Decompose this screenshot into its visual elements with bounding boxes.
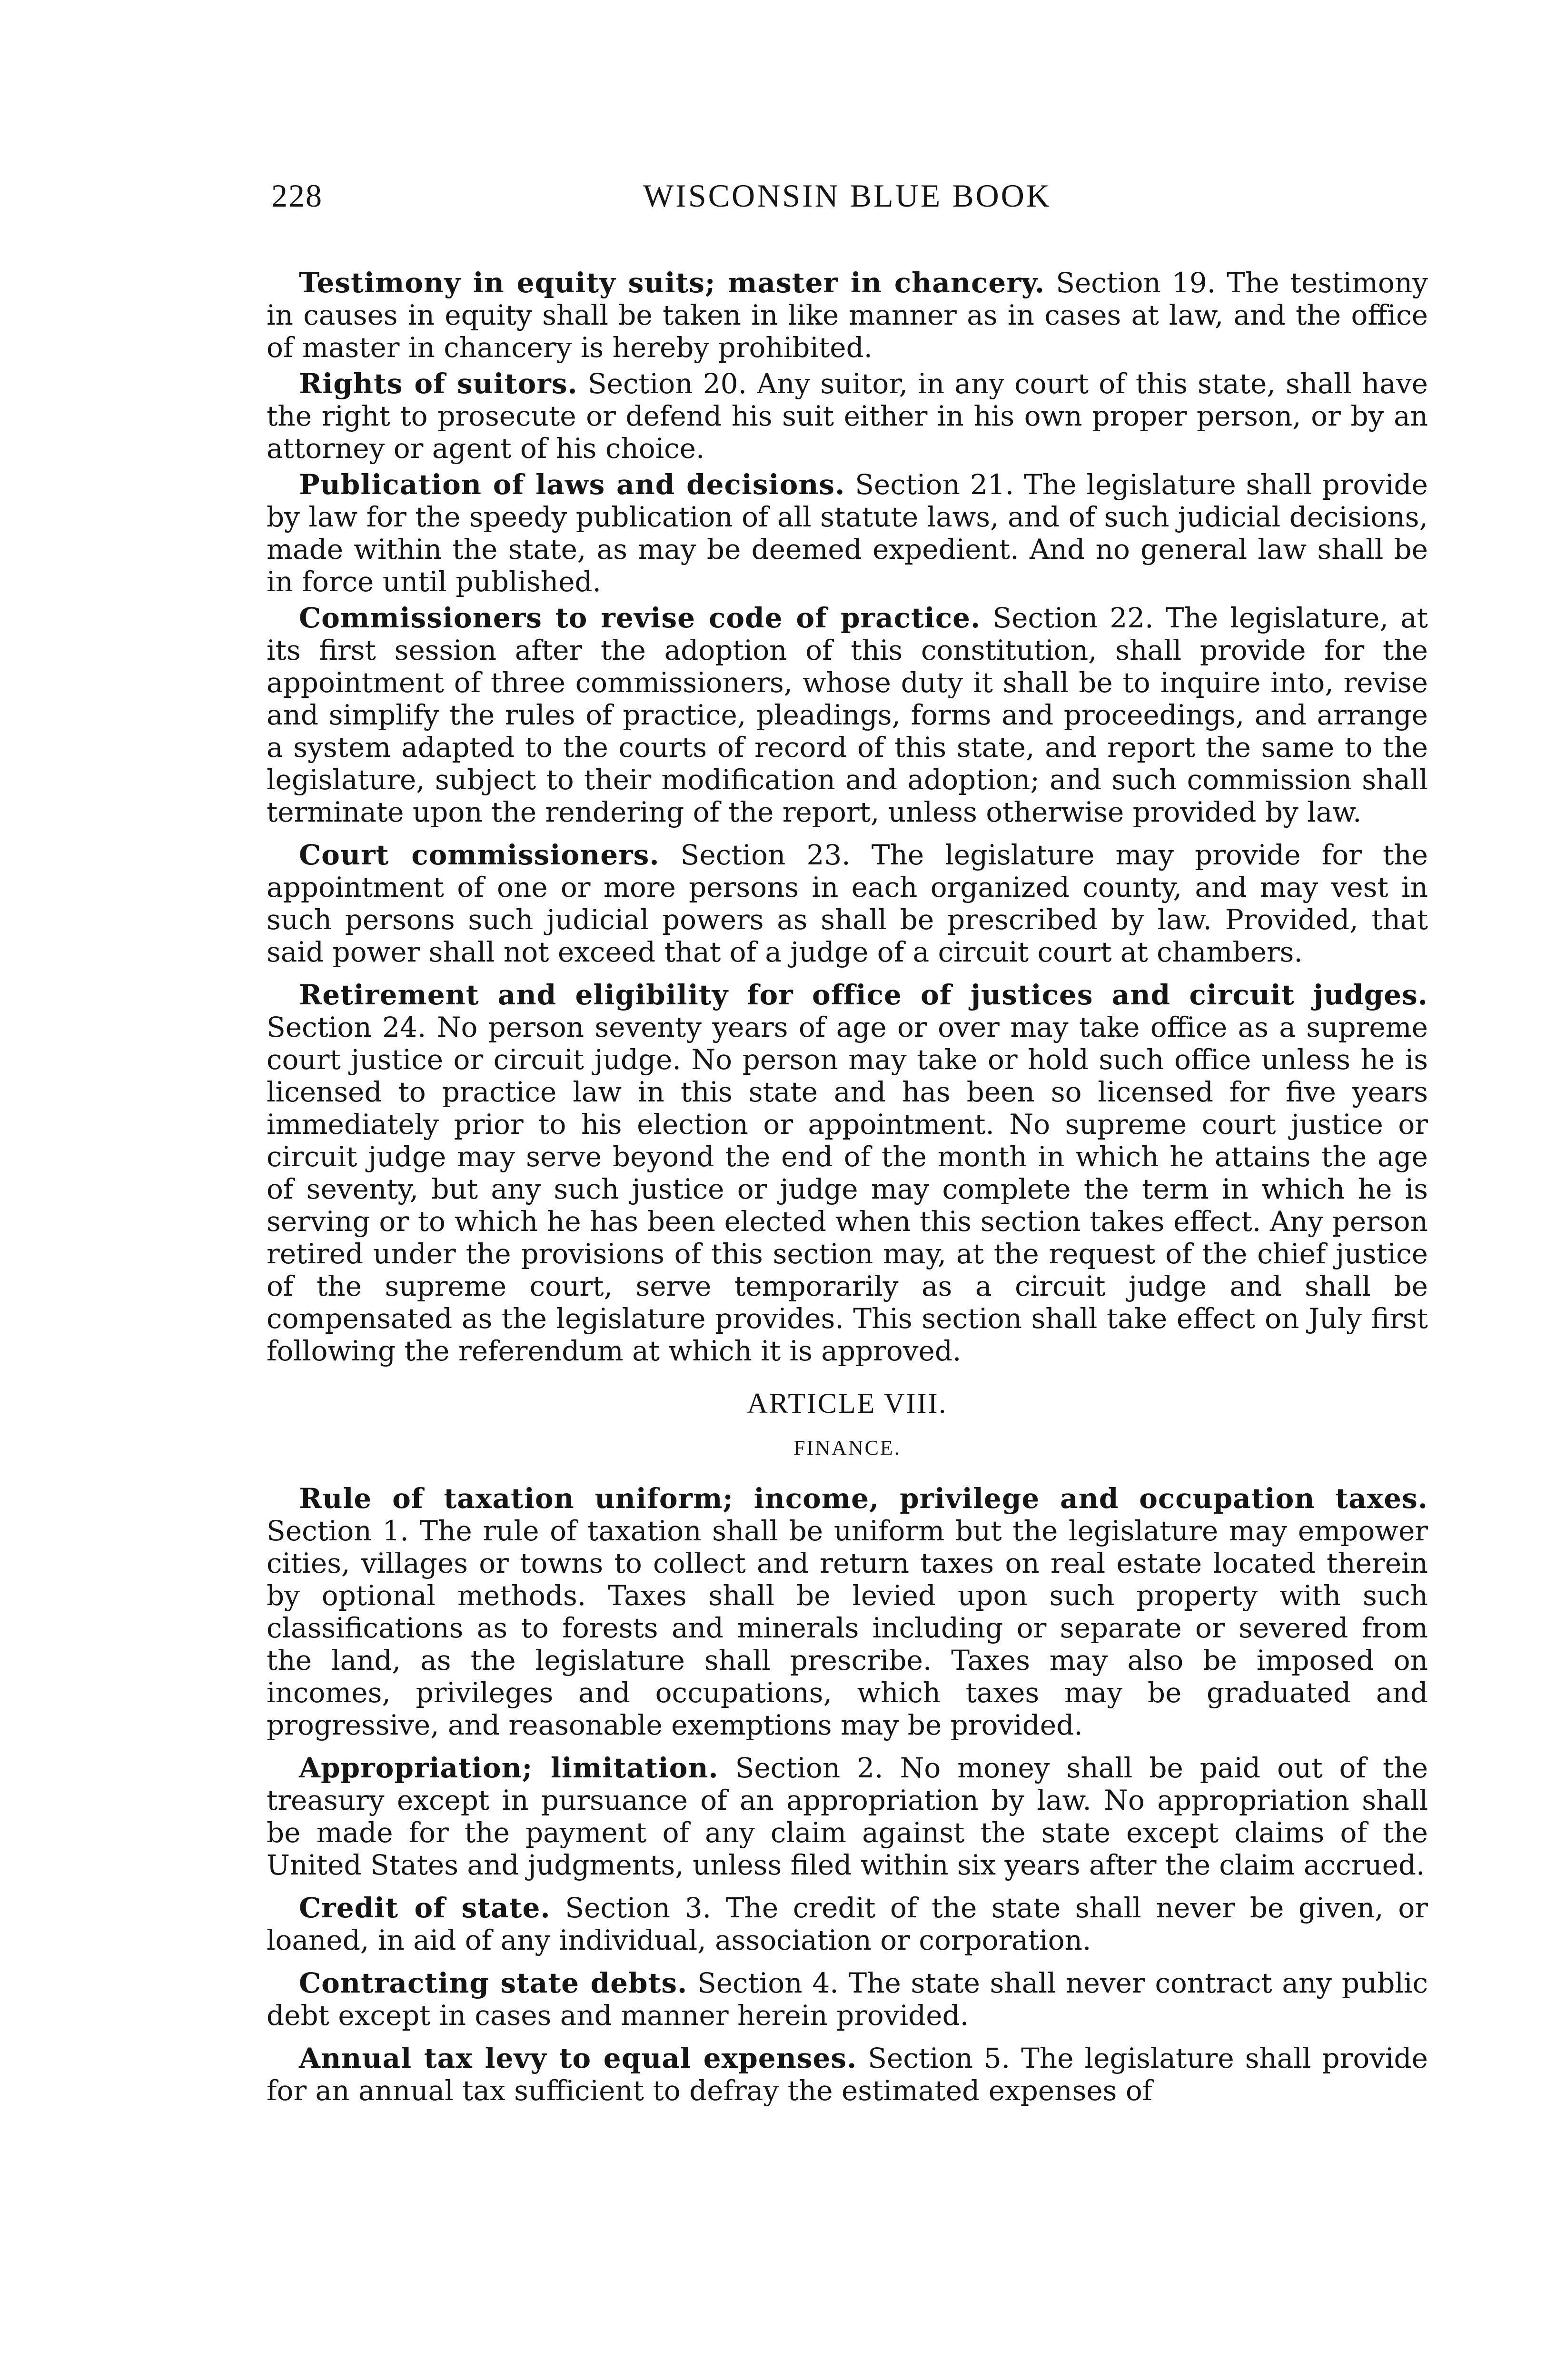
section-heading: Appropriation; limitation. [299, 1752, 719, 1784]
section-text: Section 2. No money shall be paid out of the treasury except in pursuance of an appropriation by law. No appropriation shall be made for the payment of any claim against the state except claims of the United States and judgments, unless filed within six years after the claim accrued. [267, 1752, 1428, 1881]
section-text: Section 24. No person seventy years of age or over may take office as a supreme court justice or circuit judge. No person may take or hold such office unless he is licensed to practice law in this state and has been so licensed for five years immediately prior to his election or appointment. No supreme court justice or circuit judge may serve beyond the end of the month in which he attains the age of seventy, but any such justice or judge may complete the term in which he is serving or to which he has been elected when this section takes effect. Any person retired under the provisions of this section may, at the request of the chief justice of the supreme court, serve temporarily as a circuit judge and shall be compensated as the legislature provides. This section shall take effect on July first following the referendum at which it is approved. [267, 1011, 1428, 1367]
body-text [267, 267, 1428, 2111]
section-text: Section 1. The rule of taxation shall be uniform but the legislature may empower cities, villages or towns to collect and return taxes on real estate located therein by optional methods. Taxes shall be levied upon such property with such classifications as to forests and minerals including or separate or severed from the land, as the legislature shall prescribe. Taxes may also be imposed on incomes, privileges and occupations, which taxes may be graduated and progressive, and reasonable exemptions may be provided. [267, 1515, 1428, 1741]
section-paragraph [267, 2042, 1428, 2107]
article-title: ARTICLE VIII. [747, 1388, 948, 1419]
section-heading: Retirement and eligibility for office of justices and circuit judges. [299, 979, 1428, 1011]
article-subtitle: FINANCE. [793, 1436, 901, 1459]
section-heading: Credit of state. [299, 1892, 551, 1924]
section-paragraph [267, 1967, 1428, 2032]
section-paragraph [267, 367, 1428, 465]
section-text: Section 19. The testimony in causes in equity shall be taken in like manner as in cases at law, and the office of master in chancery is hereby prohibited. [267, 267, 1428, 364]
section-paragraph [267, 1892, 1428, 1956]
section-heading: Annual tax levy to equal expenses. [299, 2042, 857, 2074]
section-heading: Rule of taxation uniform; income, privilege and occupation taxes. [299, 1482, 1428, 1515]
section-paragraph [267, 1752, 1428, 1881]
section-heading: Testimony in equity suits; master in chancery. [299, 267, 1045, 299]
section-heading: Rights of suitors. [299, 367, 578, 400]
section-heading: Court commissioners. [299, 839, 660, 871]
section-heading: Publication of laws and decisions. [299, 468, 845, 501]
section-paragraph [267, 267, 1428, 364]
section-text: Section 21. The legislature shall provide by law for the speedy publication of all statute laws, and of such judicial decisions, made within the state, as may be deemed expedient. And no general law shall be in force until published. [267, 468, 1428, 598]
section-paragraph [267, 468, 1428, 598]
section-paragraph [267, 602, 1428, 828]
section-heading: Contracting state debts. [299, 1967, 688, 1999]
section-text: Section 5. The legislature shall provide for an annual tax sufficient to defray the estimated expenses of [267, 2042, 1428, 2107]
section-text: Section 4. The state shall never contract any public debt except in cases and manner herein provided. [267, 1967, 1428, 2032]
book-title: WISCONSIN BLUE BOOK [643, 178, 1051, 214]
section-text: Section 20. Any suitor, in any court of this state, shall have the right to prosecute or defend his suit either in his own proper person, or by an attorney or agent of his choice. [267, 367, 1428, 465]
page-number: 228 [271, 178, 323, 214]
section-paragraph [267, 979, 1428, 1367]
section-paragraph [267, 839, 1428, 968]
section-heading: Commissioners to revise code of practice. [299, 602, 981, 634]
section-text: Section 23. The legislature may provide for the appointment of one or more persons in each organized county, and may vest in such persons such judicial powers as shall be prescribed by law. Provided, that said power shall not exceed that of a judge of a circuit court at chambers. [267, 839, 1428, 968]
section-text: Section 3. The credit of the state shall never be given, or loaned, in aid of any individual, association or corporation. [267, 1892, 1428, 1956]
section-paragraph [267, 1482, 1428, 1741]
section-text: Section 22. The legislature, at its first session after the adoption of this constitution, shall provide for the appointment of three commissioners, whose duty it shall be to inquire into, revise and simplify the rules of practice, pleadings, forms and proceedings, and arrange a system adapted to the courts of record of this state, and report the same to the legislature, subject to their modification and adoption; and such commission shall terminate upon the rendering of the report, unless otherwise provided by law. [267, 602, 1428, 828]
running-head [271, 177, 1423, 220]
